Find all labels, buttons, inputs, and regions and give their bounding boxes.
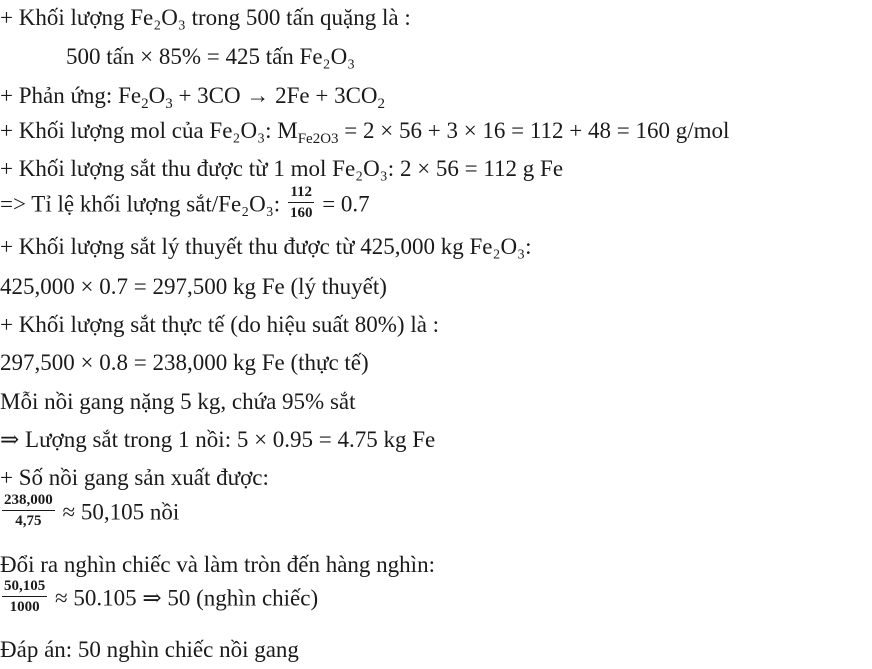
ratio-text-start: => Tỉ lệ khối lượng sắt/Fe₂O₃: bbox=[0, 191, 286, 217]
line-iron-per-pot: ⇒ Lượng sắt trong 1 nồi: 5 × 0.95 = 4.75 kg Fe bbox=[0, 427, 436, 452]
line-mass-ratio bbox=[0, 184, 370, 224]
molar-mass-subscript: Fe2O3 bbox=[297, 131, 339, 147]
rounding-fraction bbox=[2, 579, 47, 615]
line-reaction-equation bbox=[0, 84, 385, 112]
reaction-text-rest: + 3CO → 2Fe + 3CO bbox=[172, 83, 378, 108]
line-actual-iron-calc: 297,500 × 0.8 = 238,000 kg Fe (thực tế) bbox=[0, 350, 369, 375]
line-molar-mass bbox=[0, 119, 729, 147]
line-pot-spec: Mỗi nồi gang nặng 5 kg, chứa 95% sắt bbox=[0, 389, 356, 414]
line-rounding-calc bbox=[0, 578, 319, 618]
rounding-result: ≈ 50.105 ⇒ 50 (nghìn chiếc) bbox=[49, 585, 319, 611]
reaction-subscript-1: 2 bbox=[141, 96, 149, 112]
reaction-subscript-3: 2 bbox=[377, 96, 386, 112]
ratio-fraction bbox=[288, 185, 315, 221]
line-pot-count-heading: + Số nồi gang sản xuất được: bbox=[0, 465, 269, 490]
reaction-text-start: + Phản ứng: Fe bbox=[0, 83, 142, 108]
rounding-numerator: 50,105 bbox=[4, 578, 46, 594]
line-theoretical-iron-heading: + Khối lượng sắt lý thuyết thu được từ 425,000 kg Fe₂O₃: bbox=[0, 234, 532, 259]
reaction-subscript-2: 3 bbox=[165, 96, 173, 112]
ratio-numerator: 112 bbox=[290, 184, 313, 200]
line-theoretical-iron-calc: 425,000 × 0.7 = 297,500 kg Fe (lý thuyết) bbox=[0, 274, 387, 299]
line-pot-count-calc bbox=[0, 492, 180, 532]
pot-count-numerator: 238,000 bbox=[4, 492, 53, 508]
line-iron-per-mol: + Khối lượng sắt thu được từ 1 mol Fe₂O₃: 2 × 56 = 112 g Fe bbox=[0, 156, 564, 181]
molar-mass-text-end: = 2 × 56 + 3 × 16 = 112 + 48 = 160 g/mol bbox=[338, 118, 730, 143]
ratio-text-end: = 0.7 bbox=[316, 191, 370, 217]
rounding-denominator: 1000 bbox=[2, 596, 47, 615]
line-iron-oxide-mass-calc: 500 tấn × 85% = 425 tấn Fe₂O₃ bbox=[66, 44, 356, 69]
reaction-text-mid: O bbox=[148, 83, 166, 108]
pot-count-result: ≈ 50,105 nồi bbox=[56, 499, 180, 525]
pot-count-fraction bbox=[2, 493, 55, 529]
line-rounding-heading: Đổi ra nghìn chiếc và làm tròn đến hàng nghìn: bbox=[0, 552, 435, 577]
line-final-answer: Đáp án: 50 nghìn chiếc nồi gang bbox=[0, 637, 299, 662]
molar-mass-text-start: + Khối lượng mol của Fe₂O₃: M bbox=[0, 118, 298, 143]
pot-count-denominator: 4,75 bbox=[2, 510, 55, 529]
line-iron-oxide-mass-heading: + Khối lượng Fe₂O₃ trong 500 tấn quặng là : bbox=[0, 5, 411, 30]
ratio-denominator: 160 bbox=[288, 202, 315, 221]
line-actual-iron-heading: + Khối lượng sắt thực tế (do hiệu suất 80%) là : bbox=[0, 312, 440, 337]
